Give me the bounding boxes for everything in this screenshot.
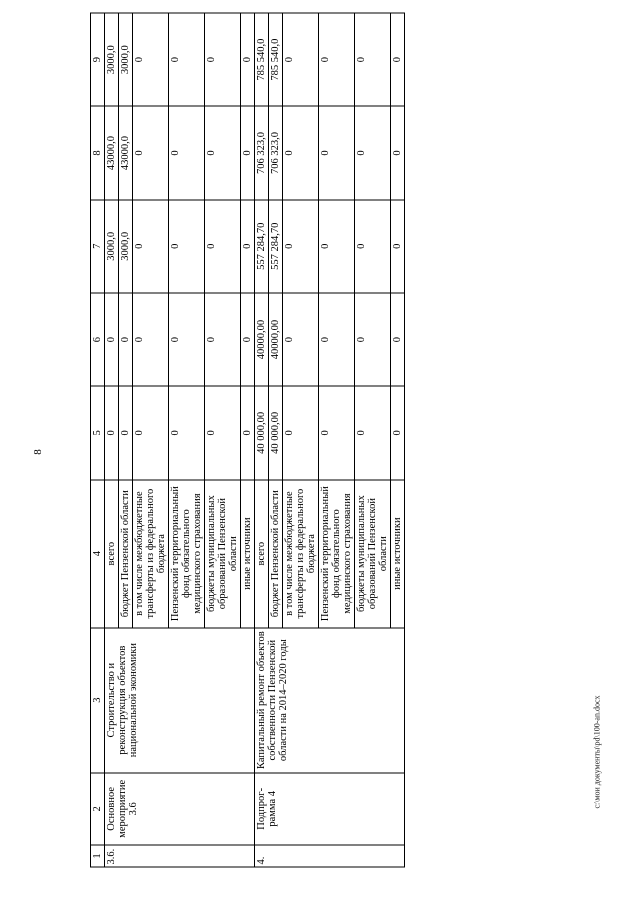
amount-cell: 0 xyxy=(355,106,391,199)
amount-cell: 0 xyxy=(133,293,169,386)
header-row xyxy=(91,13,105,867)
activity-type: Подпрог-рамма 4 xyxy=(255,773,405,845)
funding-source: бюджеты муниципальных образований Пензенской области xyxy=(355,480,391,628)
amount-cell: 0 xyxy=(319,200,355,293)
section-number: 3.6. xyxy=(105,845,255,867)
section-number: 4. xyxy=(255,845,405,867)
amount-cell: 0 xyxy=(241,386,255,479)
funding-source: Пензенский территориальный фонд обязательного медицинского страхования xyxy=(319,480,355,628)
amount-cell: 0 xyxy=(391,386,405,479)
amount-cell: 0 xyxy=(391,13,405,106)
funding-table xyxy=(90,13,405,868)
amount-cell: 0 xyxy=(205,386,241,479)
amount-cell: 40 000,00 xyxy=(269,386,283,479)
amount-cell: 0 xyxy=(119,293,133,386)
amount-cell: 40000,00 xyxy=(255,293,269,386)
amount-cell: 0 xyxy=(241,13,255,106)
amount-cell: 40000,00 xyxy=(269,293,283,386)
amount-cell: 0 xyxy=(169,200,205,293)
activity-type: Основное мероприятие 3.6 xyxy=(105,773,255,845)
amount-cell: 0 xyxy=(205,293,241,386)
amount-cell: 0 xyxy=(283,293,319,386)
activity-name: Капитальный ремонт объектов собственности Пензенской области на 2014–2020 годы xyxy=(255,628,405,773)
amount-cell: 0 xyxy=(169,13,205,106)
amount-cell: 0 xyxy=(119,386,133,479)
amount-cell: 0 xyxy=(319,106,355,199)
amount-cell: 0 xyxy=(283,13,319,106)
amount-cell: 0 xyxy=(241,293,255,386)
amount-cell: 0 xyxy=(319,293,355,386)
column-number-4: 4 xyxy=(91,480,105,628)
column-number-6: 6 xyxy=(91,293,105,386)
funding-source: в том числе межбюджетные трансферты из федерального бюджета xyxy=(133,480,169,628)
amount-cell: 0 xyxy=(205,106,241,199)
funding-source: иные источники xyxy=(391,480,405,628)
amount-cell: 40 000,00 xyxy=(255,386,269,479)
column-number-9: 9 xyxy=(91,13,105,106)
column-number-1: 1 xyxy=(91,845,105,867)
amount-cell: 0 xyxy=(283,386,319,479)
amount-cell: 3000,0 xyxy=(105,200,119,293)
funding-source: всего xyxy=(105,480,119,628)
amount-cell: 0 xyxy=(133,200,169,293)
rotated-table-container xyxy=(90,13,590,868)
column-number-5: 5 xyxy=(91,386,105,479)
amount-cell: 706 323,0 xyxy=(269,106,283,199)
amount-cell: 0 xyxy=(133,13,169,106)
amount-cell: 557 284,70 xyxy=(269,200,283,293)
funding-source: Пензенский территориальный фонд обязательного медицинского страхования xyxy=(169,480,205,628)
funding-source: всего xyxy=(255,480,269,628)
amount-cell: 0 xyxy=(391,200,405,293)
amount-cell: 0 xyxy=(205,200,241,293)
amount-cell: 0 xyxy=(319,13,355,106)
amount-cell: 0 xyxy=(355,386,391,479)
funding-source: иные источники xyxy=(241,480,255,628)
amount-cell: 0 xyxy=(169,386,205,479)
column-number-2: 2 xyxy=(91,773,105,845)
amount-cell: 0 xyxy=(355,13,391,106)
amount-cell: 0 xyxy=(133,106,169,199)
amount-cell: 43000,0 xyxy=(105,106,119,199)
amount-cell: 0 xyxy=(133,386,169,479)
table-row xyxy=(105,13,119,867)
amount-cell: 0 xyxy=(283,200,319,293)
funding-source: бюджет Пензенской области xyxy=(269,480,283,628)
table-row xyxy=(255,13,269,867)
amount-cell: 0 xyxy=(355,293,391,386)
column-number-7: 7 xyxy=(91,200,105,293)
amount-cell: 785 540,0 xyxy=(255,13,269,106)
amount-cell: 0 xyxy=(391,106,405,199)
column-number-8: 8 xyxy=(91,106,105,199)
amount-cell: 785 540,0 xyxy=(269,13,283,106)
amount-cell: 706 323,0 xyxy=(255,106,269,199)
funding-source: в том числе межбюджетные трансферты из федерального бюджета xyxy=(283,480,319,628)
amount-cell: 0 xyxy=(105,293,119,386)
funding-source: бюджеты муниципальных образований Пензенской области xyxy=(205,480,241,628)
footer-file-path: c:\мои документы\pd\100-an.docx xyxy=(592,695,602,809)
amount-cell: 0 xyxy=(205,13,241,106)
funding-source: бюджет Пензенской области xyxy=(119,480,133,628)
amount-cell: 3000,0 xyxy=(119,200,133,293)
amount-cell: 0 xyxy=(391,293,405,386)
amount-cell: 3000,0 xyxy=(105,13,119,106)
amount-cell: 43000,0 xyxy=(119,106,133,199)
amount-cell: 0 xyxy=(169,106,205,199)
amount-cell: 0 xyxy=(319,386,355,479)
amount-cell: 0 xyxy=(241,106,255,199)
amount-cell: 0 xyxy=(105,386,119,479)
column-number-3: 3 xyxy=(91,628,105,773)
amount-cell: 0 xyxy=(283,106,319,199)
amount-cell: 0 xyxy=(169,293,205,386)
amount-cell: 557 284,70 xyxy=(255,200,269,293)
amount-cell: 0 xyxy=(241,200,255,293)
page-number: 8 xyxy=(32,449,44,455)
activity-name: Строительство и реконструкция объектов национальной экономики xyxy=(105,628,255,773)
amount-cell: 0 xyxy=(355,200,391,293)
amount-cell: 3000,0 xyxy=(119,13,133,106)
